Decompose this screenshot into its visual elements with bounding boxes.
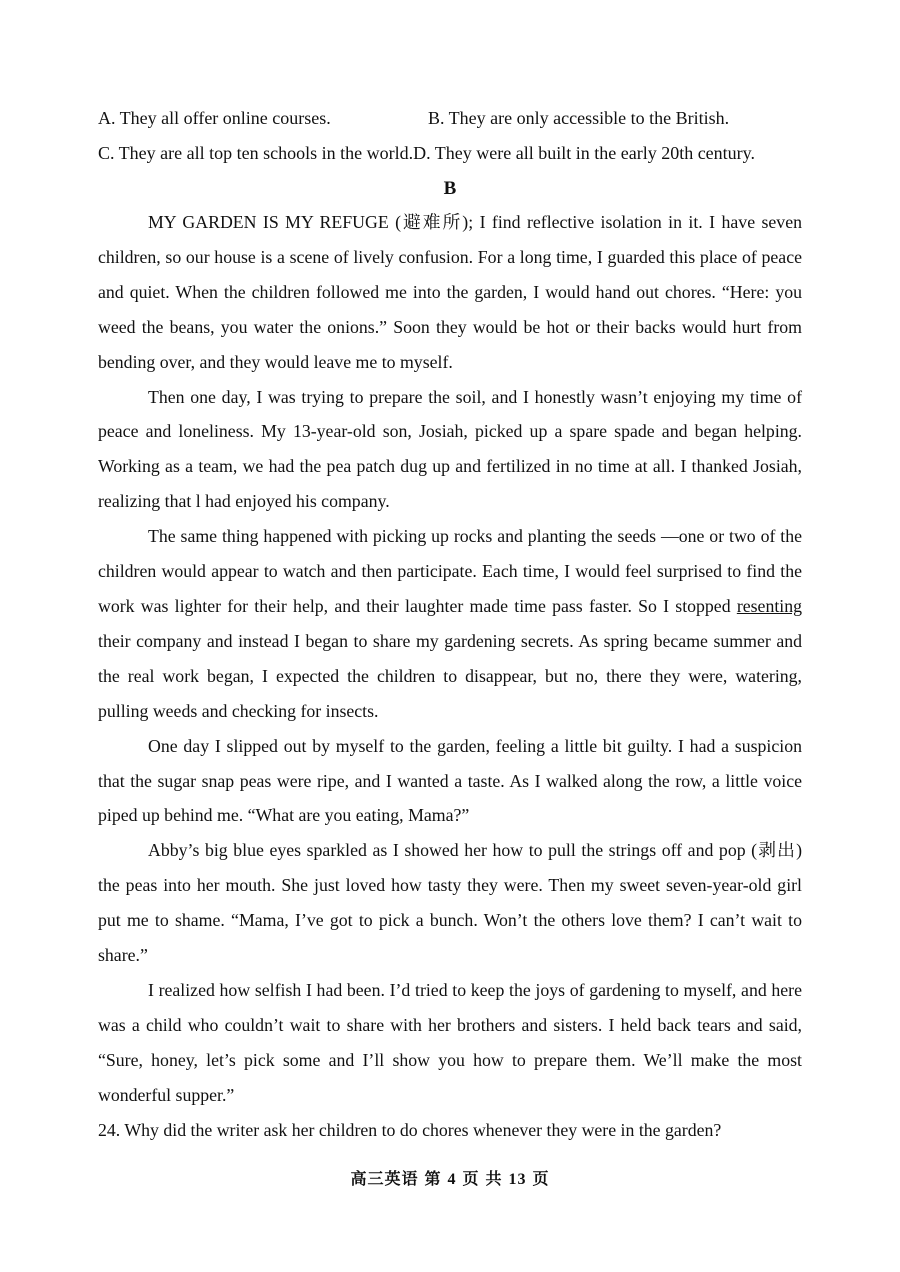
footer-ye-2: 页 (532, 1171, 550, 1188)
paragraph-3-start: The same thing happened with picking up rocks and planting the seeds —one or two of the children would appear to watch and then participate. Each time, I would feel surprised to find the work was lighter for their help, and their laughter made time pass faster. So I stopped (98, 526, 802, 616)
paragraph-1: MY GARDEN IS MY REFUGE (避难所); I find reflective isolation in it. I have seven children, so our house is a scene of lively confusion. For a long time, I guarded this place of peace and quiet. When the children followed me into the garden, I would hand out chores. “Here: you weed the beans, you water the onions.” Soon they would be hot or their backs would hurt from bending over, and they would leave me to myself. (98, 212, 802, 372)
footer-gong: 共 (485, 1171, 503, 1188)
question-24: 24. Why did the writer ask her children to do chores whenever they were in the garden? (98, 1120, 722, 1140)
paragraph-3 (98, 519, 802, 728)
paragraph-4: One day I slipped out by myself to the garden, feeling a little bit guilty. I had a suspicion that the sugar snap peas were ripe, and I wanted a taste. As I walked along the row, a little voice piped up behind me. “What are you eating, Mama?” (98, 735, 802, 826)
footer-page-number: 4 (447, 1171, 457, 1188)
section-label: B (443, 178, 457, 199)
footer-ye: 页 (462, 1171, 480, 1188)
paragraph-2: Then one day, I was trying to prepare the soil, and I honestly wasn’t enjoying my time of peace and loneliness. My 13-year-old son, Josiah, picked up a spare spade and began helping. Working as a team, we had the pea patch dug up and fertilized in no time at all. I thanked Josiah, realizing that l had enjoyed his company. (98, 386, 802, 512)
option-a: A. They all offer online courses. (98, 108, 331, 128)
paragraph-5: Abby’s big blue eyes sparkled as I showed her how to pull the strings off and pop (剥出) the peas into her mouth. She just loved how tasty they were. Then my sweet seven-year-old girl put me to shame. “Mama, I’ve got to pick a bunch. Won’t the others love them? I can’t wait to share.” (98, 840, 802, 966)
footer-total-pages: 13 (508, 1171, 527, 1188)
footer-subject: 高三英语 (350, 1171, 419, 1188)
paragraph-6: I realized how selfish I had been. I’d tried to keep the joys of gardening to myself, and here was a child who couldn’t wait to share with her brothers and sisters. I held back tears and said, “Sure, honey, let’s pick some and I’ll show you how to prepare them. We’ll make the most wonderful supper.” (98, 979, 802, 1105)
options-row-cd (98, 143, 755, 164)
option-b: B. They are only accessible to the British. (428, 108, 730, 128)
footer-di: 第 (424, 1171, 442, 1188)
underlined-word: resenting (736, 595, 802, 616)
reading-passage (98, 205, 802, 1113)
options-row-ab (98, 108, 730, 129)
option-c-d: C. They are all top ten schools in the world.D. They were all built in the early 20th century. (98, 143, 755, 163)
page-footer (0, 1166, 900, 1189)
paragraph-3-end: their company and instead I began to share my gardening secrets. As spring became summer and the real work began, I expected the children to disappear, but no, there they were, watering, pulling weeds and checking for insects. (98, 630, 802, 721)
